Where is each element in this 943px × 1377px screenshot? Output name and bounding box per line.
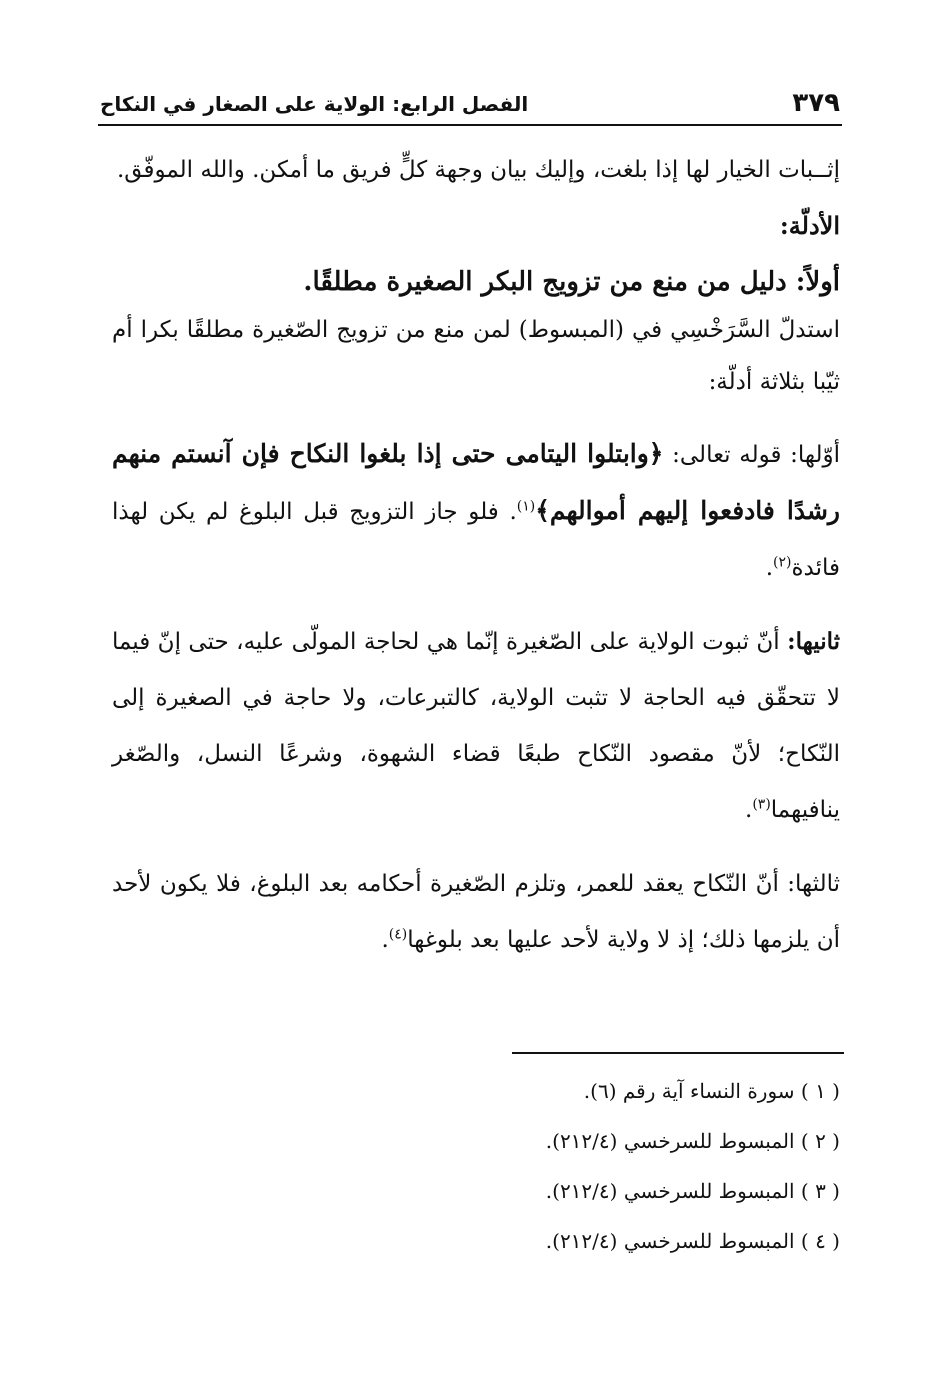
footnote: ( ٣ ) المبسوط للسرخسي (٢١٢/٤). xyxy=(545,1179,840,1203)
page-header xyxy=(100,88,840,122)
third-argument-text: أنّ النّكاح يعقد للعمر، وتلزم الصّغيرة أحكامه بعد البلوغ، فلا يكون لأحد أن يلزمها ذلك؛ إذ لا ولاية لأحد عليها بعد بلوغها xyxy=(112,871,840,953)
footnote-ref-2: (٢) xyxy=(773,554,792,571)
intro-paragraph: إثــبات الخيار لها إذا بلغت، وإليك بيان وجهة كلٍّ فريق ما أمكن. والله الموفّق. xyxy=(116,157,840,183)
section-heading: أولاً: دليل من منع من تزويج البكر الصغيرة مطلقًا. xyxy=(303,267,840,297)
header-rule xyxy=(98,124,842,126)
page-number: ٣٧٩ xyxy=(792,88,840,118)
second-argument-end: . xyxy=(745,797,753,823)
second-argument xyxy=(112,614,840,838)
third-argument xyxy=(112,856,840,968)
footnote-ref-4: (٤) xyxy=(388,926,408,943)
first-argument-end: . xyxy=(765,555,773,581)
second-argument-text: أنّ ثبوت الولاية على الصّغيرة إنّما هي لحاجة المولّى عليه، حتى إنّ فيما لا تتحقّق فيه الحاجة لا تثبت الولاية، كالتبرعات، ولا حاجة في الصغيرة إلى النّكاح؛ لأنّ مقصود النّكاح طبعًا قضاء الشهوة، وشرعًا النسل، والصّغر ينافيهما xyxy=(112,629,840,823)
footnote-ref-1: (١) xyxy=(516,498,536,515)
running-title: الفصل الرابع: الولاية على الصغار في النكاح xyxy=(100,92,529,116)
first-argument xyxy=(112,426,840,596)
third-argument-lead: ثالثها: xyxy=(787,871,841,897)
third-argument-end: . xyxy=(381,927,389,953)
footnote: ( ٢ ) المبسوط للسرخسي (٢١٢/٤). xyxy=(545,1129,840,1153)
footnotes xyxy=(112,1066,840,1266)
footnote: ( ١ ) سورة النساء آية رقم (٦). xyxy=(583,1079,840,1103)
first-argument-lead: أوّلها: قوله تعالى: xyxy=(672,442,841,468)
second-argument-lead: ثانيها: xyxy=(787,628,841,655)
sarakhsi-paragraph: استدلّ السَّرَخْسِي في (المبسوط) لمن منع من تزويج الصّغيرة مطلقًا بكرا أم ثيّبا بثلاثة أدلّة: xyxy=(112,317,840,395)
footnote-ref-3: (٣) xyxy=(752,796,771,813)
main-text xyxy=(112,140,840,968)
quran-verse: ﴿وابتلوا اليتامى حتى إذا بلغوا النكاح فإن آنستم منهم رشدًا فادفعوا إليهم أموالهم﴾ xyxy=(112,439,840,525)
footnote-rule xyxy=(512,1052,844,1054)
evidence-heading: الأدلّة: xyxy=(779,211,840,240)
first-argument-text: . فلو جاز التزويج قبل البلوغ لم يكن لهذا فائدة xyxy=(112,499,840,581)
footnote: ( ٤ ) المبسوط للسرخسي (٢١٢/٤). xyxy=(545,1229,840,1253)
